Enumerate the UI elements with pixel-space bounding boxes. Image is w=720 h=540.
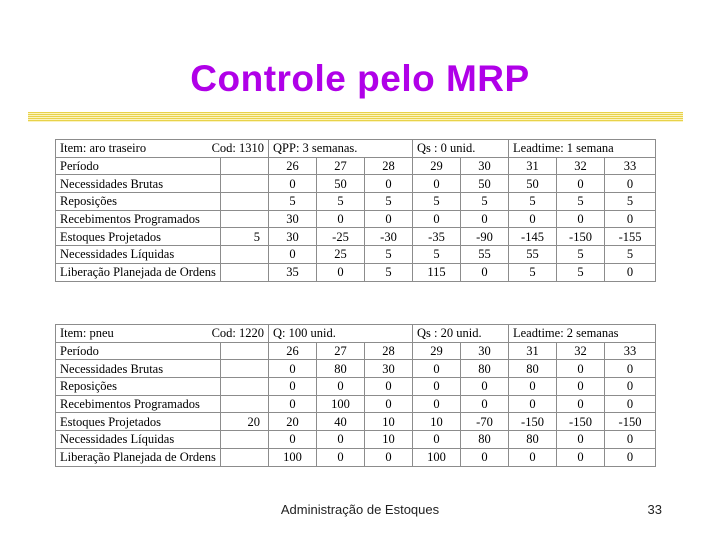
period-value: 5 bbox=[557, 246, 605, 264]
period-value: 30 bbox=[365, 360, 413, 378]
table-row bbox=[56, 263, 656, 281]
period-value: 30 bbox=[269, 228, 317, 246]
period-value: 0 bbox=[509, 448, 557, 466]
period-value: -150 bbox=[557, 413, 605, 431]
item-name: Item: pneu bbox=[60, 326, 114, 341]
period-value: 32 bbox=[557, 157, 605, 175]
initial-value bbox=[221, 246, 269, 264]
initial-value bbox=[221, 360, 269, 378]
period-value: 55 bbox=[461, 246, 509, 264]
period-value: 0 bbox=[605, 360, 656, 378]
table-row bbox=[56, 395, 656, 413]
period-value: 5 bbox=[365, 246, 413, 264]
period-value: 5 bbox=[413, 246, 461, 264]
table-row bbox=[56, 228, 656, 246]
period-value: -30 bbox=[365, 228, 413, 246]
period-value: 32 bbox=[557, 342, 605, 360]
table-row bbox=[56, 246, 656, 264]
period-value: 0 bbox=[269, 246, 317, 264]
period-value: 0 bbox=[557, 431, 605, 449]
lot-size-cell: QPP: 3 semanas. bbox=[269, 140, 413, 158]
period-value: 0 bbox=[461, 263, 509, 281]
period-value: 0 bbox=[461, 378, 509, 396]
period-value: 0 bbox=[605, 263, 656, 281]
period-value: -155 bbox=[605, 228, 656, 246]
initial-value: 5 bbox=[221, 228, 269, 246]
period-value: 115 bbox=[413, 263, 461, 281]
period-value: -25 bbox=[317, 228, 365, 246]
period-value: 5 bbox=[605, 193, 656, 211]
period-value: 30 bbox=[461, 157, 509, 175]
period-value: 5 bbox=[557, 193, 605, 211]
period-value: 50 bbox=[509, 175, 557, 193]
safety-stock-cell: Qs : 0 unid. bbox=[413, 140, 509, 158]
period-value: 0 bbox=[557, 360, 605, 378]
period-value: 5 bbox=[605, 246, 656, 264]
period-value: 0 bbox=[413, 395, 461, 413]
period-value: 25 bbox=[317, 246, 365, 264]
period-value: 0 bbox=[413, 431, 461, 449]
period-value: 40 bbox=[317, 413, 365, 431]
title-underline bbox=[28, 112, 683, 122]
period-value: 0 bbox=[269, 395, 317, 413]
row-label: Reposições bbox=[56, 378, 221, 396]
initial-value bbox=[221, 193, 269, 211]
period-value: 0 bbox=[509, 210, 557, 228]
period-value: 10 bbox=[365, 413, 413, 431]
period-value: -150 bbox=[557, 228, 605, 246]
row-label: Necessidades Líquidas bbox=[56, 431, 221, 449]
period-value: 0 bbox=[557, 175, 605, 193]
period-value: 0 bbox=[413, 378, 461, 396]
period-value: 0 bbox=[557, 378, 605, 396]
period-value: 28 bbox=[365, 157, 413, 175]
period-value: -90 bbox=[461, 228, 509, 246]
period-value: 20 bbox=[269, 413, 317, 431]
initial-value: 20 bbox=[221, 413, 269, 431]
period-value: 100 bbox=[317, 395, 365, 413]
period-value: 35 bbox=[269, 263, 317, 281]
item-cell bbox=[56, 325, 269, 343]
table-row bbox=[56, 175, 656, 193]
row-label: Estoques Projetados bbox=[56, 413, 221, 431]
period-value: 0 bbox=[269, 378, 317, 396]
row-label: Estoques Projetados bbox=[56, 228, 221, 246]
table-row bbox=[56, 157, 656, 175]
period-value: 0 bbox=[365, 395, 413, 413]
period-value: 0 bbox=[413, 360, 461, 378]
period-value: 0 bbox=[365, 175, 413, 193]
table-row bbox=[56, 342, 656, 360]
period-value: 29 bbox=[413, 342, 461, 360]
leadtime-cell: Leadtime: 1 semana bbox=[509, 140, 656, 158]
footer-text: Administração de Estoques bbox=[280, 502, 440, 517]
period-value: 10 bbox=[365, 431, 413, 449]
period-value: 31 bbox=[509, 342, 557, 360]
table-row bbox=[56, 360, 656, 378]
period-value: 27 bbox=[317, 157, 365, 175]
period-value: 0 bbox=[269, 175, 317, 193]
period-value: 0 bbox=[317, 448, 365, 466]
period-value: -145 bbox=[509, 228, 557, 246]
period-value: 0 bbox=[365, 448, 413, 466]
period-value: -35 bbox=[413, 228, 461, 246]
period-value: 0 bbox=[605, 431, 656, 449]
table-row bbox=[56, 413, 656, 431]
row-label: Período bbox=[56, 157, 221, 175]
initial-value bbox=[221, 395, 269, 413]
period-value: 28 bbox=[365, 342, 413, 360]
period-value: 0 bbox=[317, 263, 365, 281]
period-value: 29 bbox=[413, 157, 461, 175]
row-label: Reposições bbox=[56, 193, 221, 211]
period-value: 0 bbox=[509, 378, 557, 396]
initial-value bbox=[221, 448, 269, 466]
row-label: Necessidades Brutas bbox=[56, 360, 221, 378]
period-value: 0 bbox=[605, 395, 656, 413]
initial-value bbox=[221, 431, 269, 449]
period-value: 27 bbox=[317, 342, 365, 360]
period-value: 5 bbox=[461, 193, 509, 211]
period-value: 5 bbox=[509, 263, 557, 281]
period-value: 5 bbox=[269, 193, 317, 211]
period-value: 0 bbox=[557, 210, 605, 228]
row-label: Recebimentos Programados bbox=[56, 210, 221, 228]
period-value: 0 bbox=[413, 175, 461, 193]
period-value: 5 bbox=[365, 263, 413, 281]
period-value: 5 bbox=[557, 263, 605, 281]
period-value: 10 bbox=[413, 413, 461, 431]
period-value: 50 bbox=[461, 175, 509, 193]
row-label: Período bbox=[56, 342, 221, 360]
mrp-table-aro-traseiro bbox=[55, 139, 656, 282]
period-value: 33 bbox=[605, 342, 656, 360]
period-value: 0 bbox=[317, 431, 365, 449]
row-label: Necessidades Brutas bbox=[56, 175, 221, 193]
period-value: 0 bbox=[557, 395, 605, 413]
period-value: 80 bbox=[461, 431, 509, 449]
initial-value bbox=[221, 210, 269, 228]
period-value: 80 bbox=[509, 431, 557, 449]
table-row bbox=[56, 210, 656, 228]
initial-value bbox=[221, 263, 269, 281]
period-value: 30 bbox=[269, 210, 317, 228]
period-value: 26 bbox=[269, 342, 317, 360]
period-value: 0 bbox=[605, 448, 656, 466]
period-value: 30 bbox=[461, 342, 509, 360]
leadtime-cell: Leadtime: 2 semanas bbox=[509, 325, 656, 343]
period-value: 0 bbox=[269, 431, 317, 449]
initial-value bbox=[221, 175, 269, 193]
initial-value bbox=[221, 342, 269, 360]
initial-value bbox=[221, 157, 269, 175]
item-code: Cod: 1310 bbox=[211, 141, 265, 156]
period-value: 5 bbox=[509, 193, 557, 211]
period-value: 0 bbox=[605, 210, 656, 228]
table-row bbox=[56, 448, 656, 466]
period-value: -150 bbox=[605, 413, 656, 431]
period-value: 50 bbox=[317, 175, 365, 193]
row-label: Recebimentos Programados bbox=[56, 395, 221, 413]
row-label: Liberação Planejada de Ordens bbox=[56, 263, 221, 281]
table-row bbox=[56, 378, 656, 396]
period-value: 5 bbox=[317, 193, 365, 211]
page-number: 33 bbox=[647, 502, 662, 517]
period-value: 0 bbox=[413, 210, 461, 228]
initial-value bbox=[221, 378, 269, 396]
item-name: Item: aro traseiro bbox=[60, 141, 147, 156]
header-row bbox=[56, 140, 656, 158]
period-value: 5 bbox=[413, 193, 461, 211]
safety-stock-cell: Qs : 20 unid. bbox=[413, 325, 509, 343]
period-value: 100 bbox=[269, 448, 317, 466]
header-row bbox=[56, 325, 656, 343]
item-cell bbox=[56, 140, 269, 158]
period-value: 0 bbox=[461, 448, 509, 466]
period-value: 0 bbox=[317, 378, 365, 396]
period-value: 0 bbox=[461, 210, 509, 228]
lot-size-cell: Q: 100 unid. bbox=[269, 325, 413, 343]
mrp-table-pneu bbox=[55, 324, 656, 467]
period-value: 0 bbox=[365, 210, 413, 228]
period-value: 80 bbox=[461, 360, 509, 378]
period-value: 0 bbox=[557, 448, 605, 466]
period-value: 0 bbox=[605, 378, 656, 396]
period-value: 0 bbox=[269, 360, 317, 378]
period-value: 31 bbox=[509, 157, 557, 175]
row-label: Liberação Planejada de Ordens bbox=[56, 448, 221, 466]
period-value: 33 bbox=[605, 157, 656, 175]
period-value: 0 bbox=[509, 395, 557, 413]
period-value: 80 bbox=[317, 360, 365, 378]
period-value: 0 bbox=[605, 175, 656, 193]
period-value: 26 bbox=[269, 157, 317, 175]
period-value: -150 bbox=[509, 413, 557, 431]
row-label: Necessidades Líquidas bbox=[56, 246, 221, 264]
period-value: 0 bbox=[461, 395, 509, 413]
table-row bbox=[56, 431, 656, 449]
period-value: 100 bbox=[413, 448, 461, 466]
period-value: 55 bbox=[509, 246, 557, 264]
table-row bbox=[56, 193, 656, 211]
period-value: 0 bbox=[317, 210, 365, 228]
period-value: 5 bbox=[365, 193, 413, 211]
slide-title: Controle pelo MRP bbox=[190, 58, 530, 99]
item-code: Cod: 1220 bbox=[211, 326, 264, 341]
period-value: -70 bbox=[461, 413, 509, 431]
period-value: 0 bbox=[365, 378, 413, 396]
period-value: 80 bbox=[509, 360, 557, 378]
